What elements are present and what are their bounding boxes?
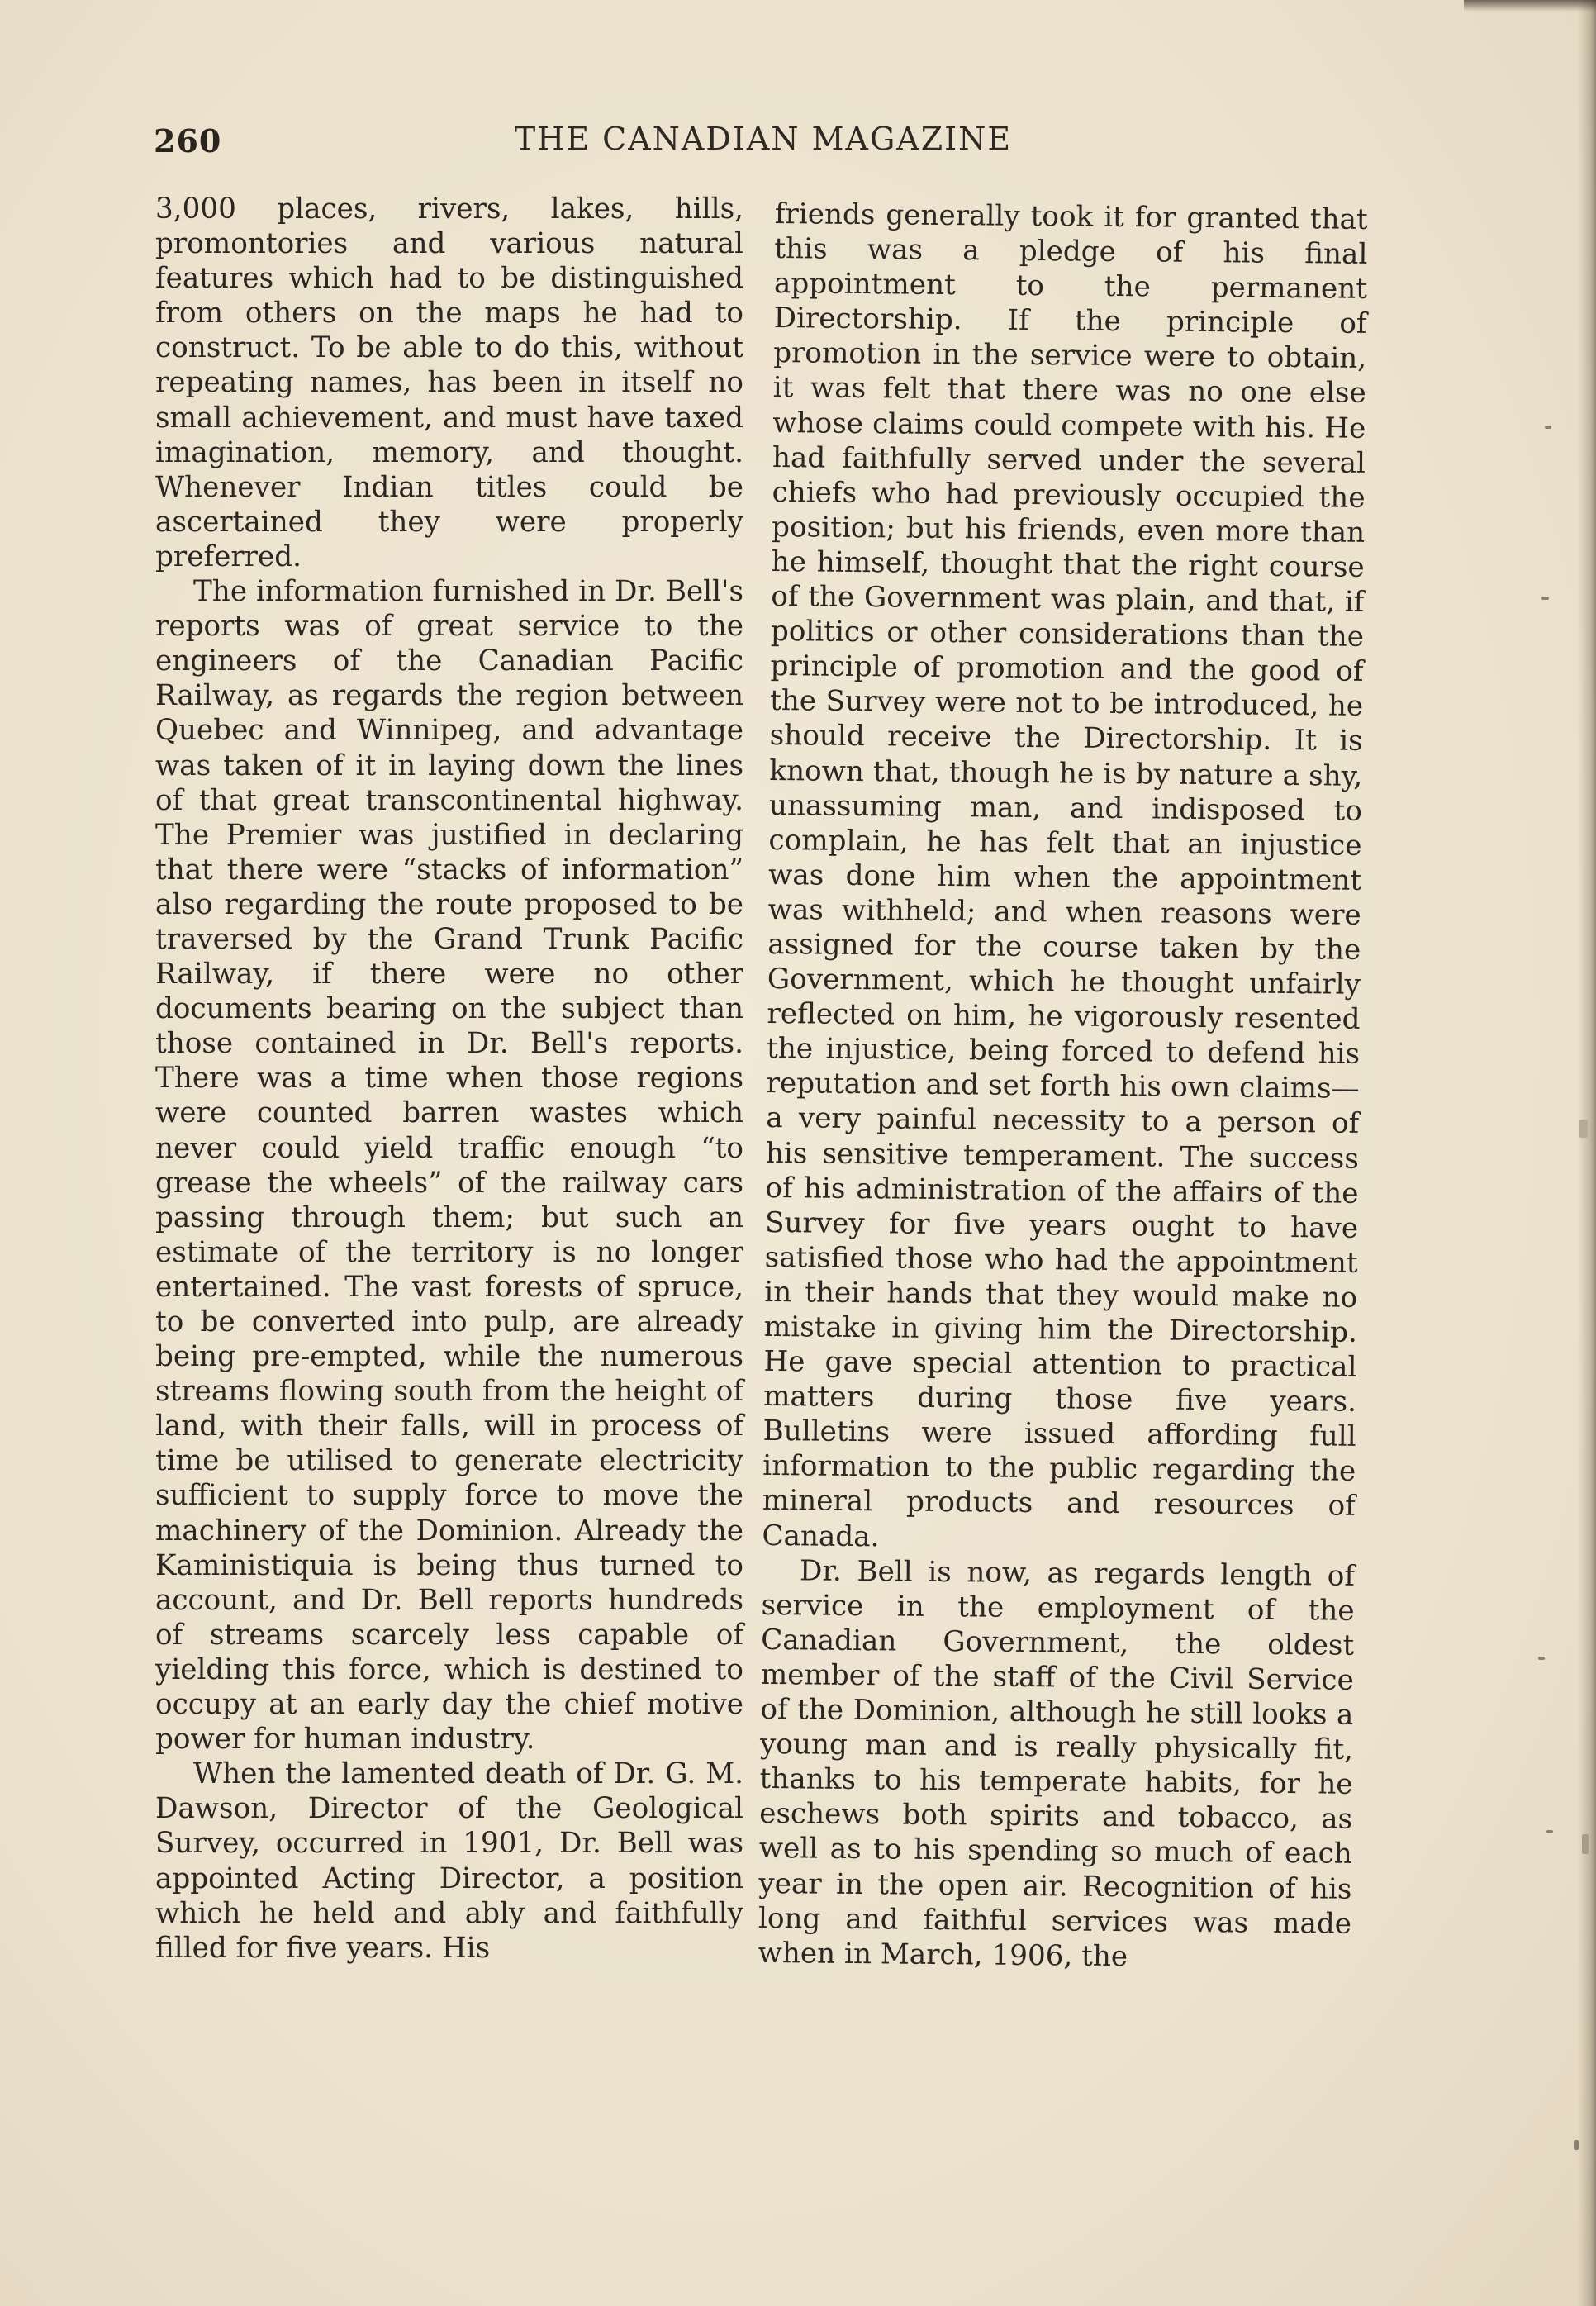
page-edge-shadow — [1578, 0, 1596, 2306]
paragraph: The information furnished in Dr. Bell's reports was of great service to the engineers of the Canadian Pacific Railway, as regards the region between Quebec and Winnipeg, and advantage was taken of it in laying down the lines of that great transcontinental highway. The Premier was justified in declaring that there were “stacks of information” also regarding the route proposed to be traversed by the Grand Trunk Pacific Railway, if there were no other documents bearing on the subject than those contained in Dr. Bell's reports. There was a time when those regions were counted barren wastes which never could yield traffic enough “to grease the wheels” of the railway cars passing through them; but such an estimate of the territory is no longer entertained. The vast forests of spruce, to be converted into pulp, are already being pre-empted, while the numerous streams flowing south from the height of land, with their falls, will in process of time be utilised to generate electricity sufficient to supply force to move the machinery of the Dominion. Already the Kaministiquia is being thus turned to account, and Dr. Bell reports hundreds of streams scarcely less capable of yielding this force, which is destined to occupy at an early day the chief motive power for human industry. — [155, 575, 743, 1757]
page-header — [154, 116, 1373, 165]
page-number: 260 — [154, 122, 222, 159]
paper-speck — [1538, 1657, 1545, 1660]
paragraph: friends generally took it for granted that this was a pledge of his final appointment to the permanent Directorship. If the principle of promotion in the service were to obtain, it was felt that there was no one else whose claims could compete with his. He had faithfully served under the several chiefs who had previously occupied the position; but his friends, even more than he himself, thought that the right course of the Government was plain, and that, if politics or other considerations than the principle of promotion and the good of the Survey were not to be introduced, he should receive the Directorship. It is known that, though he is by nature a shy, unassuming man, and indisposed to complain, he has felt that an injustice was done him when the appointment was withheld; and when reasons were assigned for the course taken by the Government, which he thought unfairly reflected on him, he vigorously resented the injustice, being forced to defend his reputation and set forth his own claims—a very painful necessity to a person of his sensitive temperament. The success of his administration of the affairs of the Survey for five years ought to have satisfied those who had the appointment in their hands that they would make no mistake in giving him the Directorship. He gave special attention to practical matters during those five years. Bulletins were issued affording full information to the public regarding the mineral products and resources of Canada. — [762, 197, 1368, 1553]
paper-speck — [1541, 597, 1549, 600]
paragraph: 3,000 places, rivers, lakes, hills, promontories and various natural features which had to be distinguished from others on the maps he had to construct. To be able to do this, without repeating names, has been in itself no small achievement, and must have taxed imagination, memory, and thought. Whenever Indian titles could be ascertained they were properly preferred. — [155, 193, 743, 573]
right-text-column — [758, 197, 1368, 1976]
left-text-column — [155, 192, 743, 1966]
paper-tear — [1582, 1834, 1589, 1854]
paper-speck — [1545, 426, 1551, 429]
paragraph: When the lamented death of Dr. G. M. Dawson, Director of the Geological Survey, occurred in 1901, Dr. Bell was appointed Acting Director, a position which he held and ably and faithfully filled for five years. His — [155, 1757, 743, 1965]
paper-speck — [1574, 2140, 1579, 2150]
paragraph: Dr. Bell is now, as regards length of service in the employment of the Canadian Government, the oldest member of the staff of the Civil Service of the Dominion, although he still looks a young man and is really physically fit, thanks to his temperate habits, for he eschews both spirits and tobacco, as well as to his spending so much of each year in the open air. Recognition of his long and faithful services was made when in March, 1906, the — [758, 1554, 1356, 1973]
paper-tear — [1579, 1120, 1588, 1138]
page-top-shadow — [1464, 0, 1596, 12]
paper-speck — [1546, 1830, 1553, 1833]
running-head-title: THE CANADIAN MAGAZINE — [514, 121, 1013, 157]
